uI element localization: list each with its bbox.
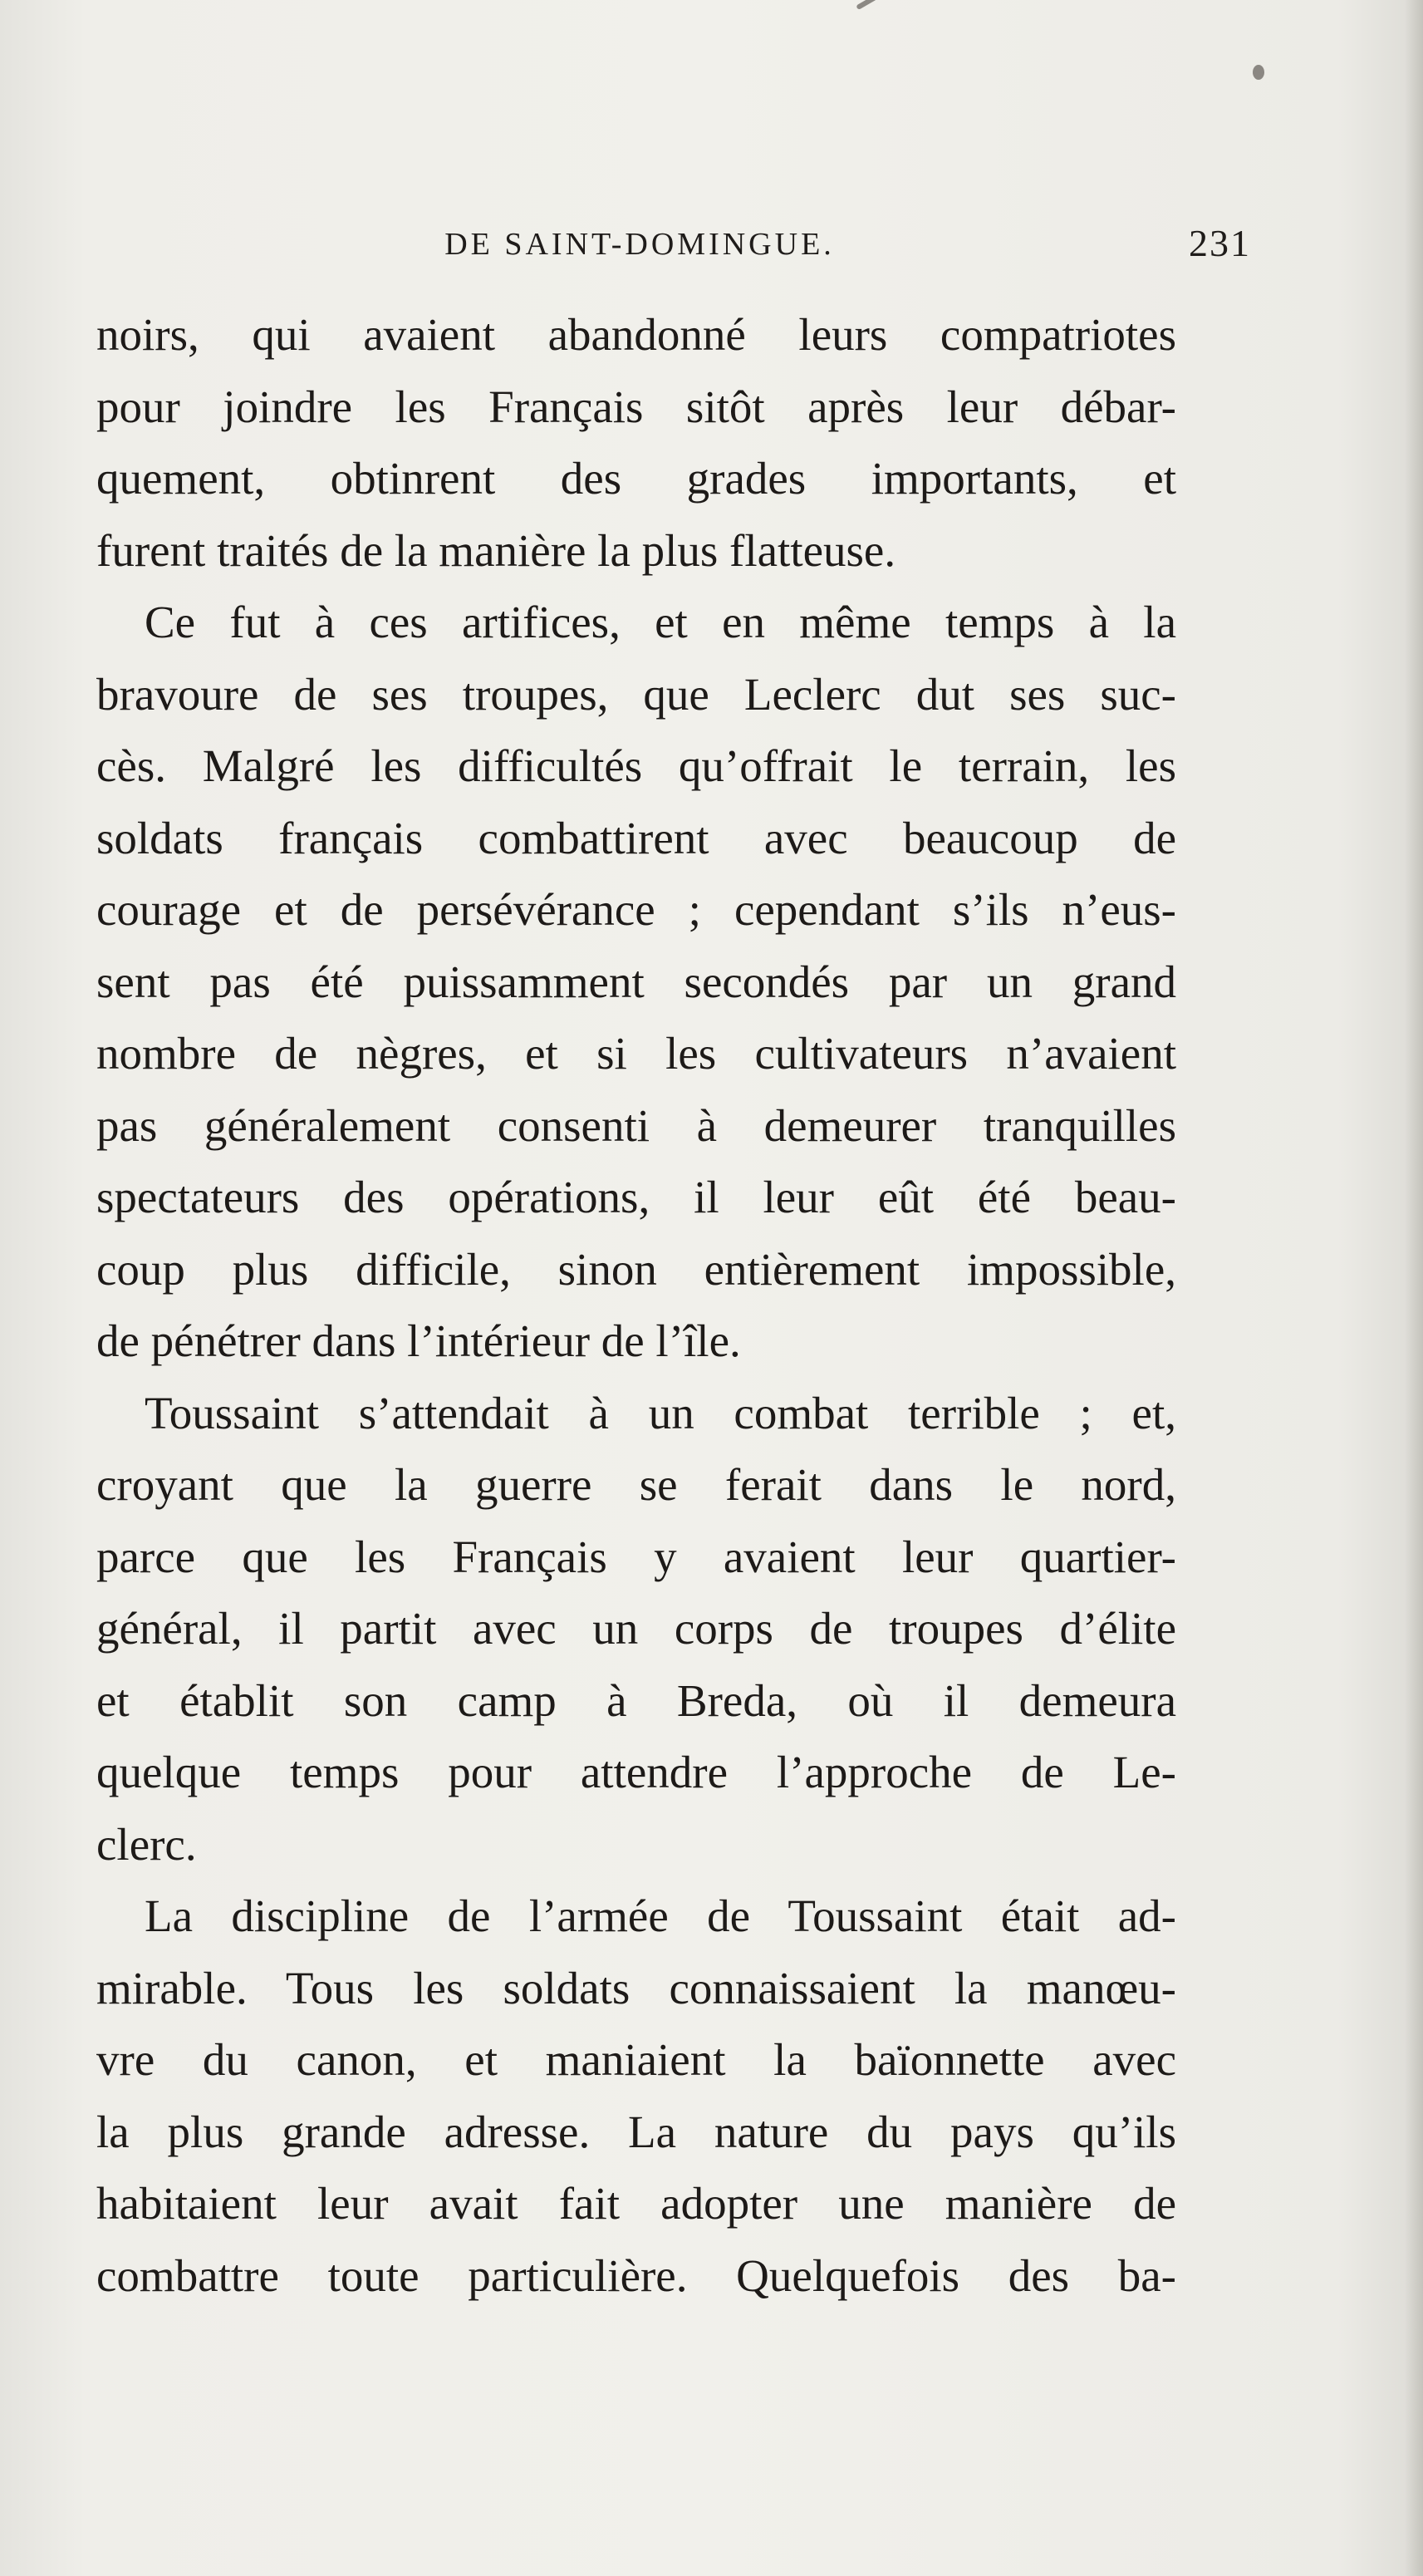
text-line: courage et de persévérance ; cependant s’ils n’eus- (96, 884, 1176, 935)
text-line: bravoure de ses troupes, que Leclerc dut ses suc- (96, 668, 1176, 720)
ink-spot (1253, 65, 1264, 80)
text-line: quement, obtinrent des grades importants, et (96, 453, 1176, 504)
text-line: croyant que la guerre se ferait dans le nord, (96, 1459, 1176, 1510)
text-line: Ce fut à ces artifices, et en même temps à la (145, 597, 1176, 647)
text-line: nombre de nègres, et si les cultivateurs n’avaient (96, 1028, 1176, 1079)
text-line: clerc. (96, 1818, 197, 1870)
text-line: de pénétrer dans l’intérieur de l’île. (96, 1315, 741, 1366)
paragraph (96, 1880, 1176, 2312)
page-number: 231 (1189, 222, 1251, 264)
ink-mark (856, 0, 877, 10)
paragraph (96, 587, 1176, 1378)
text-line: sent pas été puissamment secondés par un grand (96, 956, 1176, 1007)
page-header (100, 222, 1251, 276)
text-line: furent traités de la manière la plus flatteuse. (96, 524, 896, 576)
text-line: cès. Malgré les difficultés qu’offrait le terrain, les (96, 740, 1176, 791)
text-line: parce que les Français y avaient leur quartier- (96, 1531, 1176, 1582)
text-line: La discipline de l’armée de Toussaint était ad- (145, 1890, 1176, 1941)
text-line: Toussaint s’attendait à un combat terrible ; et, (145, 1387, 1176, 1438)
text-line: la plus grande adresse. La nature du pays qu’ils (96, 2106, 1176, 2157)
text-line: pas généralement consenti à demeurer tranquilles (96, 1099, 1176, 1151)
text-line: coup plus difficile, sinon entièrement impossible, (96, 1243, 1176, 1295)
text-line: combattre toute particulière. Quelquefois des ba- (96, 2249, 1176, 2301)
text-line: soldats français combattirent avec beaucoup de (96, 812, 1176, 863)
text-line: général, il partit avec un corps de troupes d’élite (96, 1603, 1176, 1654)
page-edge-shadow (1405, 0, 1423, 2576)
body-text (96, 299, 1176, 2312)
text-line: mirable. Tous les soldats connaissaient la manœu- (96, 1962, 1176, 2013)
text-line: pour joindre les Français sitôt après leur débar- (96, 381, 1176, 432)
text-line: spectateurs des opérations, il leur eût été beau- (96, 1172, 1176, 1222)
text-line: quelque temps pour attendre l’approche de Le- (96, 1747, 1176, 1797)
text-line: habitaient leur avait fait adopter une manière de (96, 2178, 1176, 2229)
text-line: et établit son camp à Breda, où il demeura (96, 1674, 1176, 1726)
running-title: DE SAINT-DOMINGUE. (444, 227, 835, 262)
text-line: vre du canon, et maniaient la baïonnette avec (96, 2034, 1176, 2085)
paragraph (96, 1378, 1176, 1881)
text-line: noirs, qui avaient abandonné leurs compatriotes (96, 309, 1176, 360)
paragraph (96, 299, 1176, 587)
